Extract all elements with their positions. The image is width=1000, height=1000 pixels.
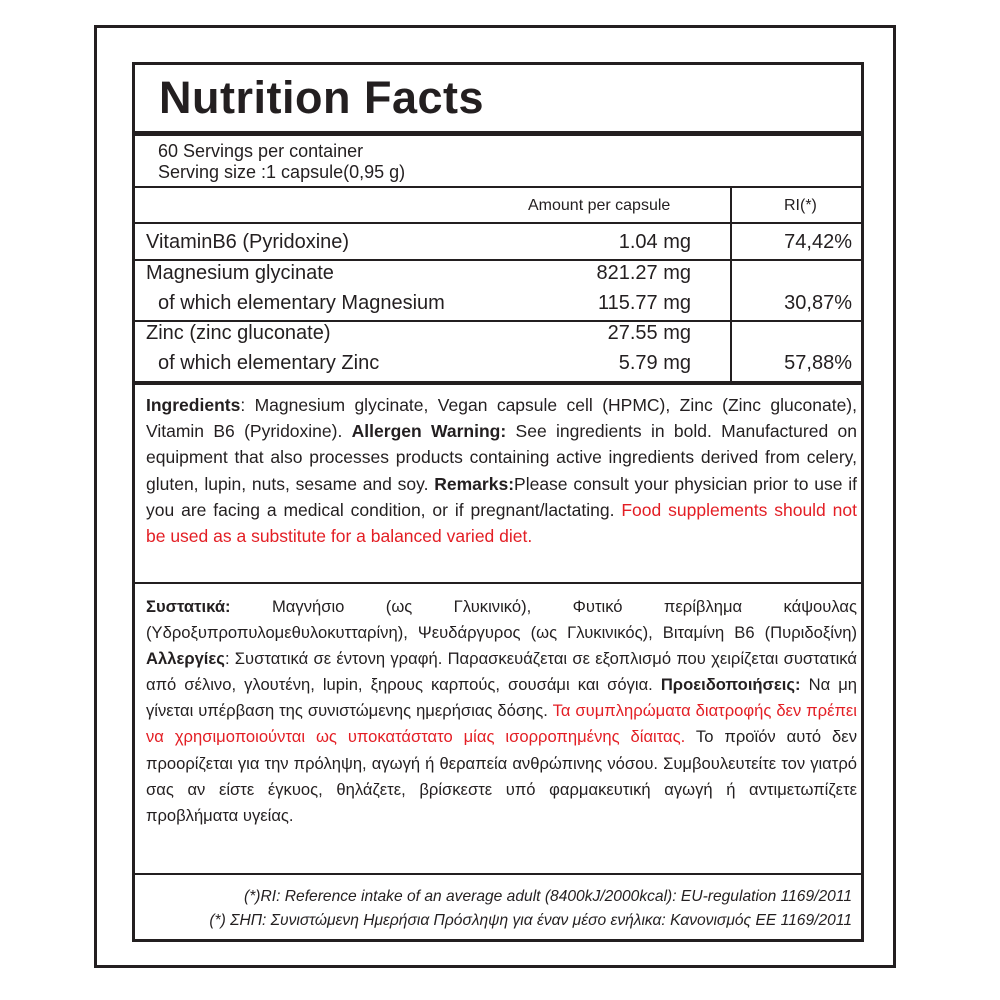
remarks-label: Remarks: — [434, 473, 515, 494]
greek-warnings-label: Προειδοποιήσεις: — [660, 675, 801, 695]
nutrient-name: of which elementary Magnesium — [158, 292, 445, 314]
greek-ingredients-text: Μαγνήσιο (ως Γλυκινικό), Φυτικό περίβλημα κάψουλας (Υδροξυπροπυλομεθυλοκυτταρίνη), Ψευδάργυρος (ως Γλυκινικός), Βιταμίνη Β6 (Πυριδοξίνη) — [146, 597, 857, 643]
ingredients-text: : Magnesium glycinate, Vegan capsule cell (HPMC), Zinc (Zinc gluconate), Vitamin B6 (Pyridoxine). — [146, 395, 857, 442]
serving-size: Serving size :1 capsule(0,95 g) — [158, 162, 406, 182]
nutrient-ri: 30,87% — [784, 292, 852, 314]
table-bottom-divider — [135, 381, 861, 385]
nutrient-amount: 115.77 mg — [597, 292, 691, 314]
food-supplement-warning: Food supplements should not be used as a substitute for a balanced varied diet. — [146, 499, 857, 547]
nutrient-ri: 74,42% — [784, 231, 852, 253]
nutrient-amount: 1.04 mg — [618, 231, 691, 253]
page-title: Nutrition Facts — [159, 72, 485, 123]
allergen-warning-label: Allergen Warning: — [351, 421, 507, 442]
header-ri: RI(*) — [784, 197, 817, 214]
nutrient-amount: 27.55 mg — [607, 322, 691, 344]
allergen-warning-text: See ingredients in bold. Manufactured on equipment that also processes products containing active ingredients derived from celery, gluten, lupin, nuts, sesame and soy. — [146, 421, 857, 494]
nutrient-ri: 57,88% — [784, 352, 852, 374]
english-ingredients-section — [146, 392, 857, 549]
greek-warnings-text: Να μη γίνεται υπέρβαση της συνιστώμενης ημερήσιας δόσης. — [146, 675, 857, 721]
greek-allergens-text: : Συστατικά σε έντονη γραφή. Παρασκευάζεται σε εξοπλισμό που χειρίζεται συστατικά από σέλινο, γλουτένη, lupin, ξηρους καρπούς, σουσάμι και σόγια. — [146, 649, 857, 695]
header-amount-per-capsule: Amount per capsule — [528, 197, 671, 214]
greek-food-supplement-warning: Τα συμπληρώματα διατροφής δεν πρέπει να χρησιμοποιούνται ως υποκατάστατο μίας ισορροπημένης δίαιτας. — [146, 701, 857, 747]
servings-per-container: 60 Servings per container — [158, 141, 364, 161]
nutrient-name: VitaminB6 (Pyridoxine) — [146, 231, 350, 253]
footnote-english: (*)RI: Reference intake of an average adult (8400kJ/2000kcal): EU-regulation 1169/2011 — [244, 888, 852, 905]
table-header-divider — [135, 222, 861, 224]
nutrient-name: Zinc (zinc gluconate) — [146, 322, 331, 344]
title-divider — [135, 131, 861, 136]
greek-ingredients-section — [146, 594, 857, 829]
nutrient-amount: 821.27 mg — [596, 262, 691, 284]
ingredients-label: Ingredients — [146, 395, 241, 415]
nutrient-amount: 5.79 mg — [618, 352, 691, 374]
language-divider — [135, 582, 861, 584]
greek-ingredients-label: Συστατικά: — [146, 597, 231, 616]
servings-divider — [135, 186, 861, 188]
footnote-greek: (*) ΣΗΠ: Συνιστώμενη Ημερήσια Πρόσληψη για έναν μέσο ενήλικα: Κανονισμός ΕΕ 1169/2011 — [209, 912, 852, 929]
nutrient-name: Magnesium glycinate — [146, 262, 334, 284]
greek-allergens-label: Αλλεργίες — [146, 649, 225, 669]
greek-closing-text: Το προϊόν αυτό δεν προορίζεται για την πρόληψη, αγωγή ή θεραπεία ανθρώπινης νόσου. Συμβουλευτείτε τον γιατρό σας αν είστε έγκυος, θηλάζετε, βρίσκεστε υπό φαρμακευτική αγωγή ή αντιμετωπίζετε προβλήματα υγείας. — [146, 727, 857, 825]
remarks-text: Please consult your physician prior to use if you are facing a medical condition, or if pregnant/lactating. — [146, 473, 857, 520]
footnote-divider — [135, 873, 861, 875]
table-column-divider — [730, 188, 732, 383]
nutrient-name: of which elementary Zinc — [158, 352, 380, 374]
